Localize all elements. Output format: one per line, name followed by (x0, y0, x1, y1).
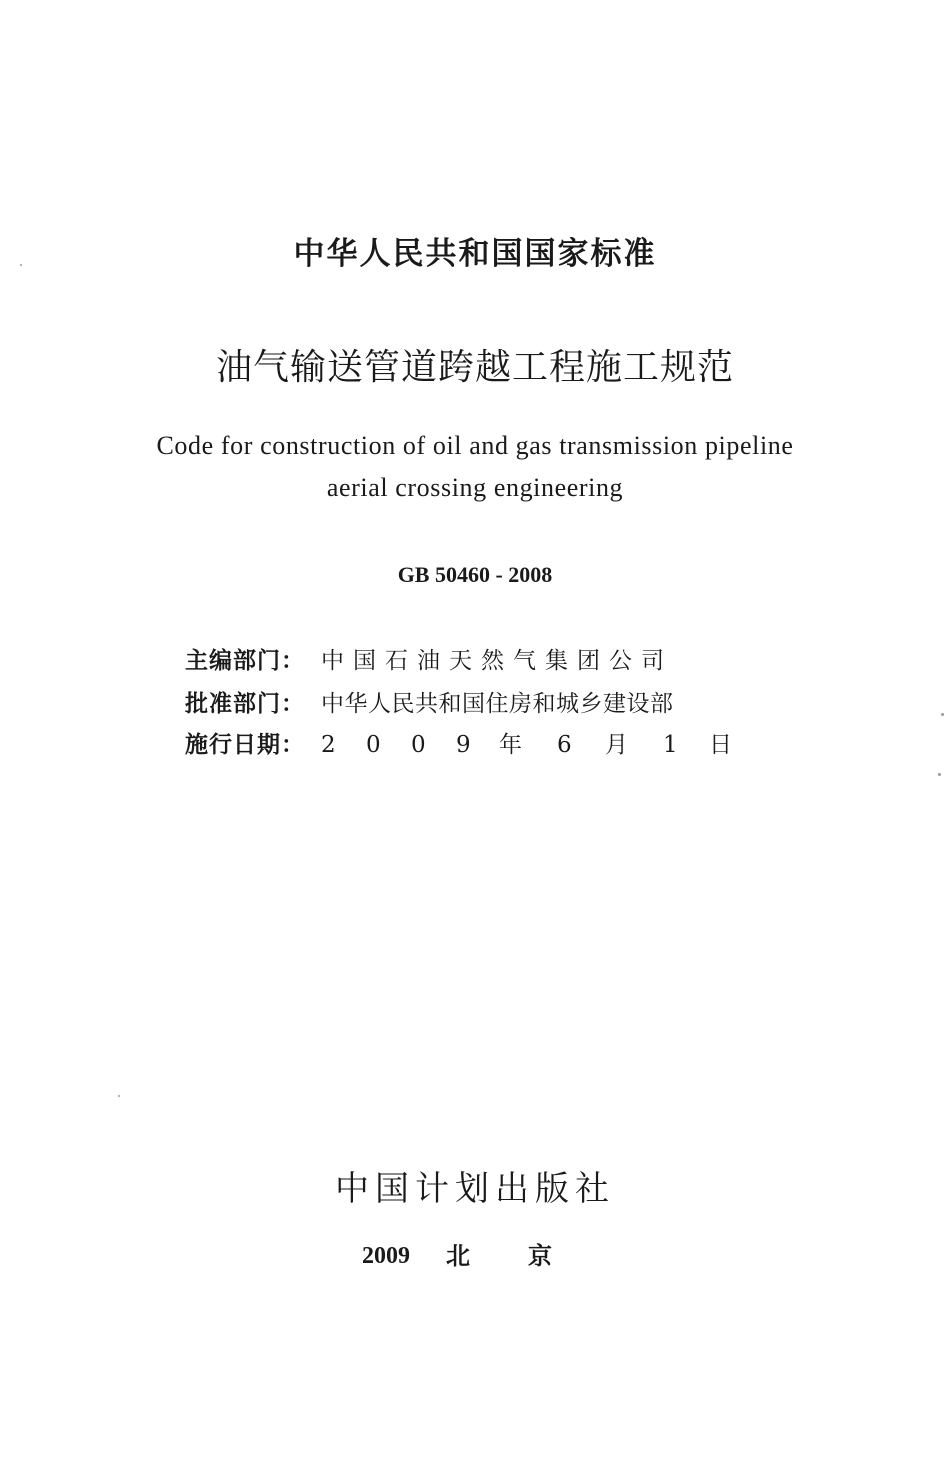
publication-city-char-2: 京 (528, 1242, 552, 1270)
national-standard-heading: 中华人民共和国国家标准 (293, 236, 657, 272)
publication-year: 2009 (362, 1243, 410, 1269)
publisher-name: 中国计划出版社 (335, 1169, 615, 1209)
date-digit: 6 (557, 732, 572, 758)
scan-speck (118, 1095, 120, 1097)
editor-label: 主编部门： (185, 648, 305, 674)
date-day-char: 日 (709, 732, 732, 758)
editor-value: 中国石油天然气集团公司 (321, 648, 673, 674)
approver-value: 中华人民共和国住房和城乡建设部 (321, 691, 674, 717)
date-month-char: 月 (605, 732, 628, 758)
date-year-char: 年 (499, 732, 522, 758)
document-title-chinese: 油气输送管道跨越工程施工规范 (215, 347, 734, 388)
standard-number: GB 50460 - 2008 (397, 562, 553, 587)
date-digit: 2 (321, 732, 336, 758)
document-title-english-line-2: aerial crossing engineering (326, 473, 624, 502)
scan-speck (938, 773, 941, 776)
date-digit: 0 (411, 732, 426, 758)
publication-city-char-1: 北 (446, 1242, 470, 1270)
effective-date-label: 施行日期： (185, 732, 305, 758)
approver-label: 批准部门： (185, 691, 305, 717)
document-title-english-line-1: Code for construction of oil and gas transmission pipeline (156, 431, 794, 460)
date-digit: 0 (366, 732, 381, 758)
scan-speck (941, 713, 944, 716)
date-digit: 9 (456, 732, 471, 758)
scan-speck (20, 264, 22, 266)
date-digit: 1 (663, 732, 678, 758)
